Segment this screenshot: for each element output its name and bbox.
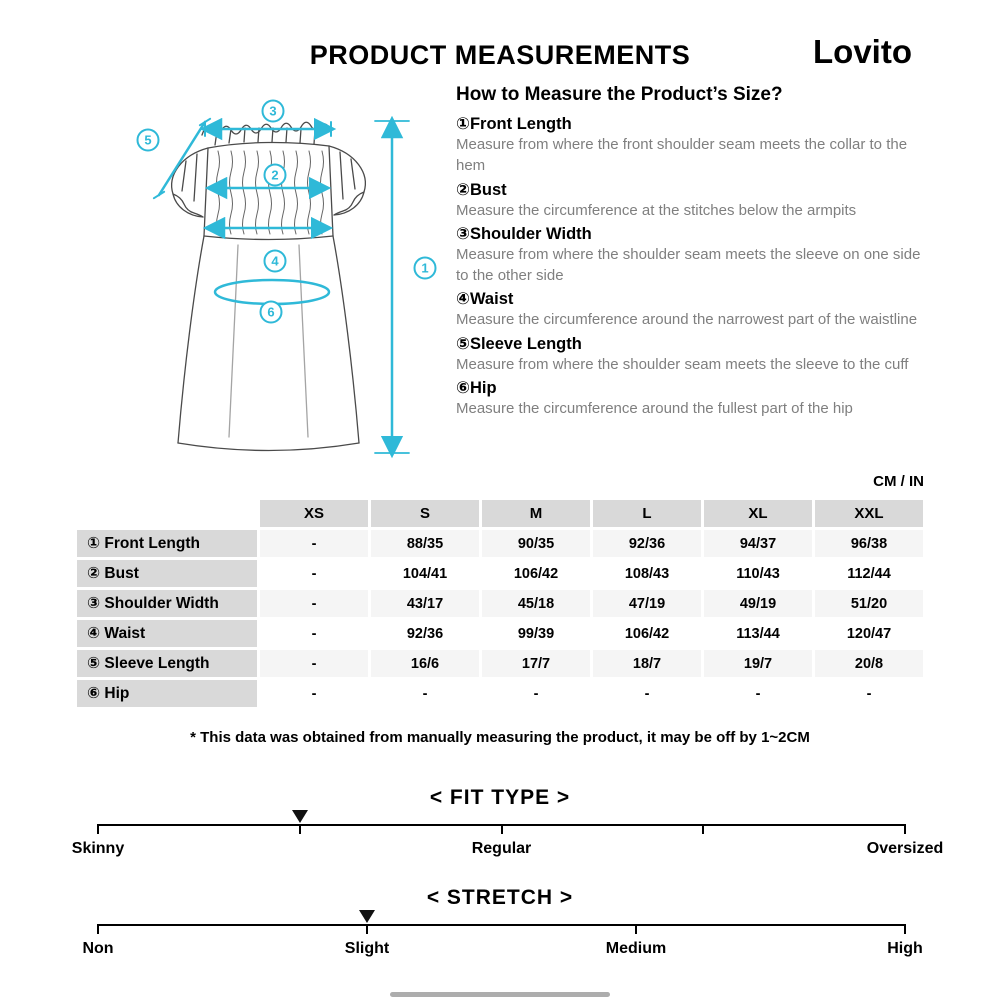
page-title: PRODUCT MEASUREMENTS bbox=[309, 40, 691, 70]
cell: 19/7 bbox=[704, 650, 812, 677]
cell: 96/38 bbox=[815, 530, 923, 557]
row-label: ⑥ Hip bbox=[77, 680, 257, 707]
how-to-heading: How to Measure the Product’s Size? bbox=[456, 84, 783, 105]
cell: 43/17 bbox=[371, 590, 479, 617]
callout-hip bbox=[261, 302, 282, 323]
size-col-l: L bbox=[593, 500, 701, 527]
cell: - bbox=[260, 650, 368, 677]
svg-text:3: 3 bbox=[269, 103, 277, 119]
stretch-label-non: Non bbox=[82, 940, 114, 957]
svg-text:1: 1 bbox=[421, 260, 429, 276]
stretch-label-medium: Medium bbox=[605, 940, 667, 957]
cell: 113/44 bbox=[704, 620, 812, 647]
fit-label-oversized: Oversized bbox=[866, 840, 944, 857]
brand-logo: Lovito bbox=[813, 33, 912, 70]
how-to-item-desc: Measure from where the shoulder seam meets the sleeve to the cuff bbox=[456, 355, 909, 373]
cell: 88/35 bbox=[371, 530, 479, 557]
callout-waist bbox=[265, 251, 286, 272]
how-to-item-desc: Measure from where the shoulder seam meets the sleeve on one side to the other side bbox=[456, 245, 921, 285]
scale-tick bbox=[97, 824, 99, 834]
how-to-item-waist bbox=[456, 289, 934, 330]
row-label: ④ Waist bbox=[77, 620, 257, 647]
dress-measurement-diagram bbox=[55, 85, 455, 485]
stretch-heading: < STRETCH > bbox=[426, 886, 574, 909]
cell: 94/37 bbox=[704, 530, 812, 557]
scale-tick bbox=[904, 924, 906, 934]
measurement-disclaimer: * This data was obtained from manually measuring the product, it may be off by 1~2CM bbox=[190, 729, 810, 746]
scale-tick bbox=[635, 924, 637, 934]
fit-type-marker bbox=[292, 810, 308, 823]
size-col-xs: XS bbox=[260, 500, 368, 527]
table-row-hip bbox=[77, 680, 923, 707]
how-to-item-label: ③Shoulder Width bbox=[456, 224, 592, 243]
how-to-item-hip bbox=[456, 378, 934, 419]
stretch-label-high: High bbox=[887, 940, 923, 957]
size-col-xxl: XXL bbox=[815, 500, 923, 527]
row-label: ③ Shoulder Width bbox=[77, 590, 257, 617]
cell: - bbox=[260, 530, 368, 557]
how-to-item-desc: Measure from where the front shoulder seam meets the collar to the hem bbox=[456, 136, 908, 175]
how-to-item-desc: Measure the circumference at the stitches below the armpits bbox=[456, 201, 857, 219]
how-to-item-front-length bbox=[456, 114, 934, 177]
scale-tick bbox=[366, 924, 368, 934]
cell: 99/39 bbox=[482, 620, 590, 647]
scale-tick bbox=[97, 924, 99, 934]
cell: 104/41 bbox=[371, 560, 479, 587]
size-col-s: S bbox=[371, 500, 479, 527]
how-to-item-label: ④Waist bbox=[456, 290, 514, 309]
cell: 17/7 bbox=[482, 650, 590, 677]
size-col-xl: XL bbox=[704, 500, 812, 527]
fit-type-heading: < FIT TYPE > bbox=[429, 786, 571, 809]
cell: 106/42 bbox=[482, 560, 590, 587]
horizontal-scrollbar-thumb[interactable] bbox=[390, 992, 610, 997]
fit-type-scale bbox=[98, 824, 905, 826]
size-table bbox=[74, 497, 926, 710]
scale-tick bbox=[501, 824, 503, 834]
cell: - bbox=[482, 680, 590, 707]
cell: - bbox=[260, 620, 368, 647]
cell: 106/42 bbox=[593, 620, 701, 647]
callout-bust bbox=[265, 165, 286, 186]
table-row-sleeve-length bbox=[77, 650, 923, 677]
svg-text:2: 2 bbox=[271, 167, 279, 183]
how-to-item-label: ②Bust bbox=[456, 180, 507, 199]
table-row-waist bbox=[77, 620, 923, 647]
callout-shoulder-width bbox=[263, 101, 284, 122]
cell: 51/20 bbox=[815, 590, 923, 617]
cell: - bbox=[260, 680, 368, 707]
how-to-measure-section bbox=[456, 84, 934, 419]
cell: 112/44 bbox=[815, 560, 923, 587]
cell: - bbox=[260, 590, 368, 617]
row-label: ⑤ Sleeve Length bbox=[77, 650, 257, 677]
how-to-item-bust bbox=[456, 180, 934, 221]
scale-tick bbox=[299, 824, 301, 834]
how-to-item-shoulder-width bbox=[456, 224, 934, 287]
fit-label-skinny: Skinny bbox=[71, 840, 125, 857]
cell: 92/36 bbox=[593, 530, 701, 557]
fit-type-labels bbox=[71, 840, 944, 862]
cell: - bbox=[593, 680, 701, 707]
unit-label: CM / IN bbox=[873, 473, 924, 490]
cell: 110/43 bbox=[704, 560, 812, 587]
svg-text:5: 5 bbox=[144, 132, 152, 148]
how-to-item-desc: Measure the circumference around the fullest part of the hip bbox=[456, 400, 853, 418]
scale-tick bbox=[702, 824, 704, 834]
stretch-marker bbox=[359, 910, 375, 923]
cell: 45/18 bbox=[482, 590, 590, 617]
cell: 16/6 bbox=[371, 650, 479, 677]
cell: 49/19 bbox=[704, 590, 812, 617]
how-to-item-label: ①Front Length bbox=[456, 115, 572, 133]
how-to-item-sleeve-length bbox=[456, 334, 934, 375]
size-table-header-row bbox=[77, 500, 923, 527]
row-label: ① Front Length bbox=[77, 530, 257, 557]
cell: 47/19 bbox=[593, 590, 701, 617]
cell: 90/35 bbox=[482, 530, 590, 557]
cell: - bbox=[371, 680, 479, 707]
row-label: ② Bust bbox=[77, 560, 257, 587]
how-to-item-label: ⑤Sleeve Length bbox=[456, 334, 582, 353]
cell: - bbox=[815, 680, 923, 707]
cell: 18/7 bbox=[593, 650, 701, 677]
cell: 92/36 bbox=[371, 620, 479, 647]
callout-sleeve-length bbox=[138, 130, 159, 151]
cell: 108/43 bbox=[593, 560, 701, 587]
cell: 120/47 bbox=[815, 620, 923, 647]
stretch-labels bbox=[82, 940, 923, 962]
table-row-bust bbox=[77, 560, 923, 587]
fit-label-regular: Regular bbox=[471, 840, 532, 857]
size-col-m: M bbox=[482, 500, 590, 527]
size-table-corner-cell bbox=[77, 500, 257, 527]
cell: - bbox=[260, 560, 368, 587]
cell: 20/8 bbox=[815, 650, 923, 677]
callout-front-length bbox=[415, 258, 436, 279]
stretch-scale bbox=[98, 924, 905, 926]
table-row-shoulder-width bbox=[77, 590, 923, 617]
how-to-item-label: ⑥Hip bbox=[456, 379, 497, 398]
table-row-front-length bbox=[77, 530, 923, 557]
how-to-item-desc: Measure the circumference around the narrowest part of the waistline bbox=[456, 311, 918, 329]
scale-tick bbox=[904, 824, 906, 834]
svg-text:4: 4 bbox=[271, 253, 279, 269]
svg-text:6: 6 bbox=[267, 304, 275, 320]
cell: - bbox=[704, 680, 812, 707]
stretch-label-slight: Slight bbox=[344, 940, 390, 957]
